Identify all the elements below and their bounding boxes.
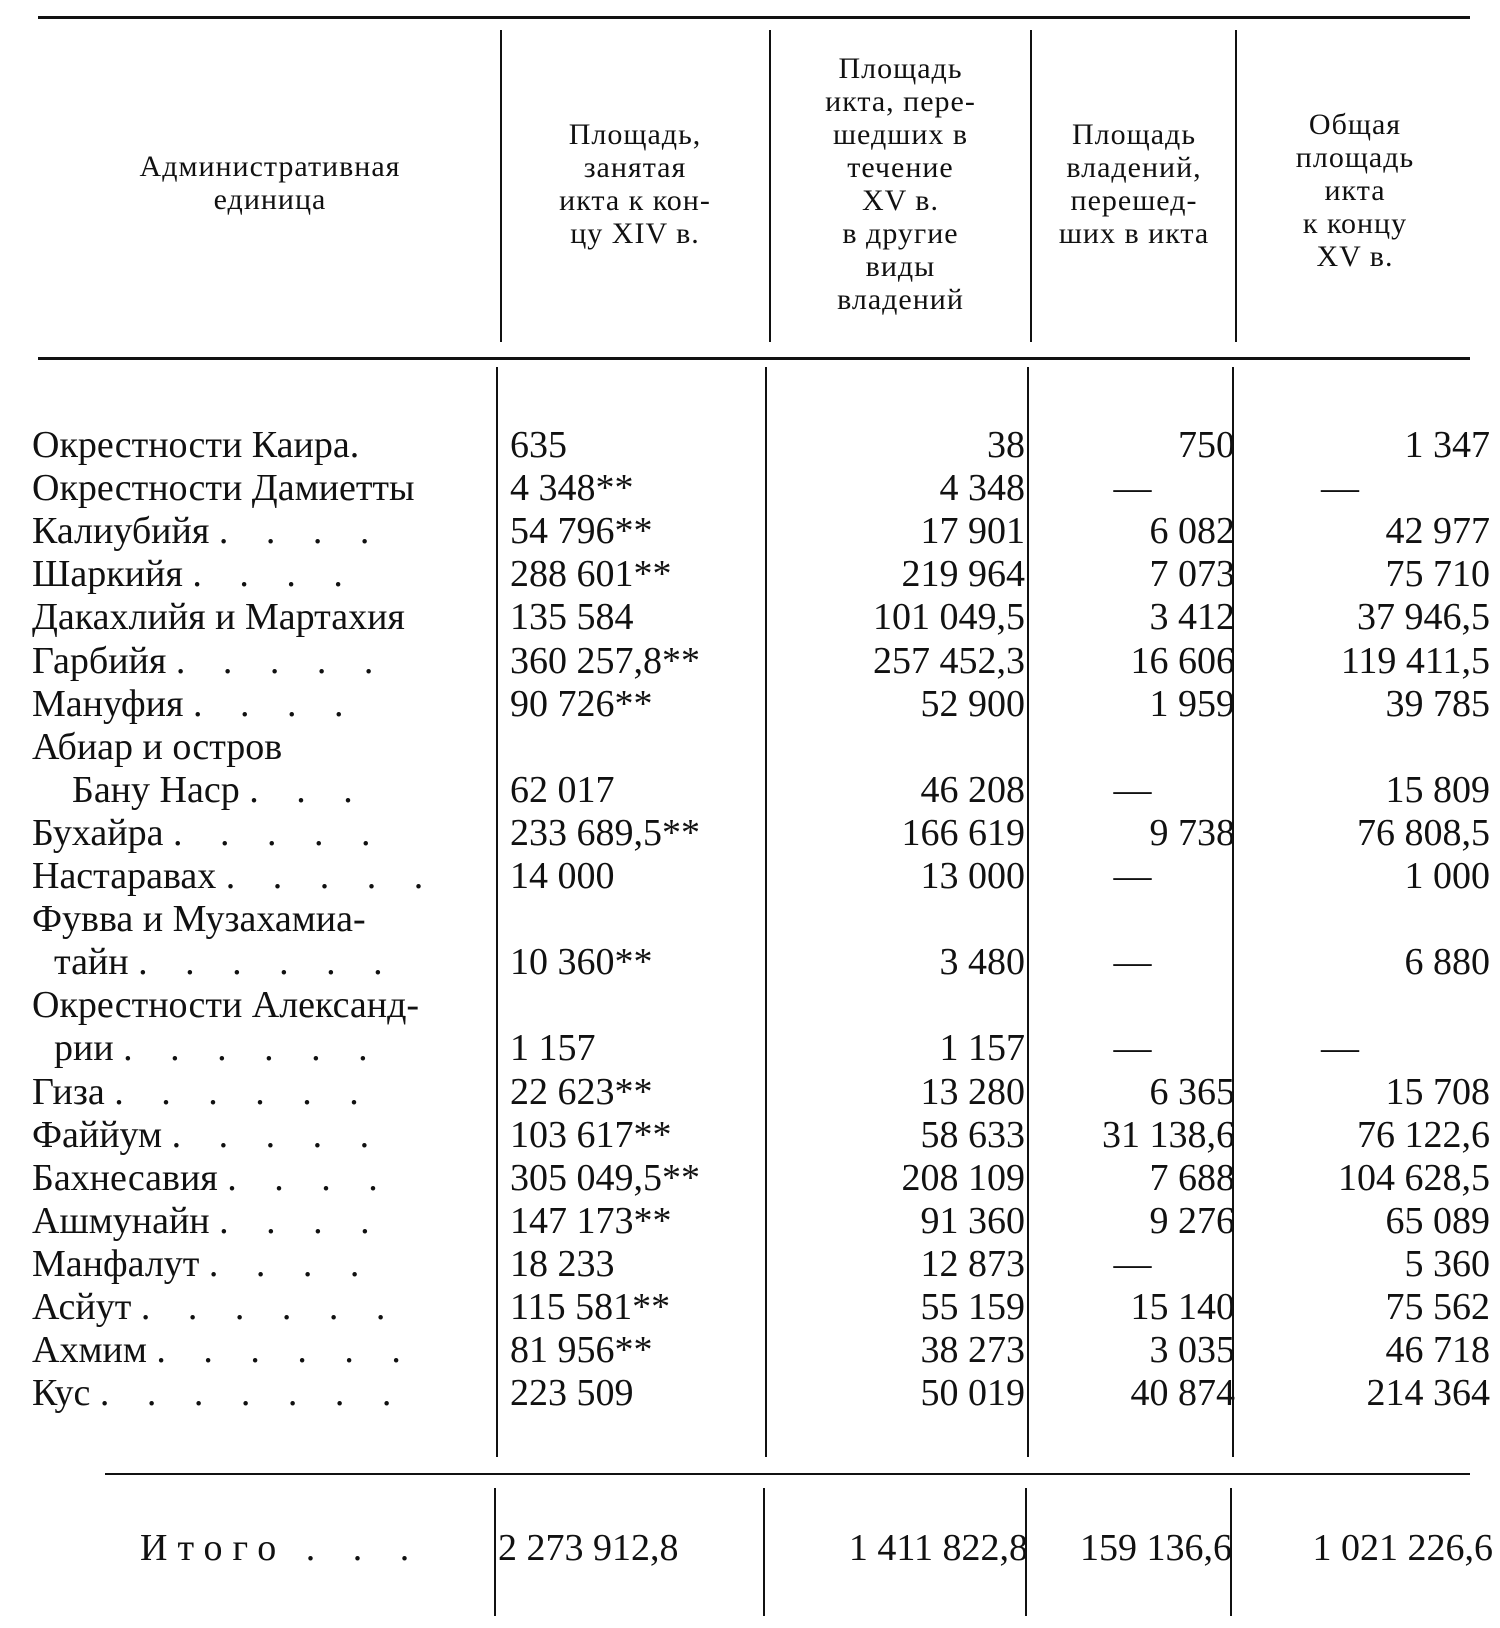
row-area-end-xiv: 90 726**: [510, 683, 653, 725]
row-area-end-xiv: 54 796**: [510, 510, 653, 552]
total-divider-1: [494, 1488, 496, 1616]
row-area-transferred-out: 3 480: [939, 941, 1025, 983]
row-area-transferred-out: 38: [987, 424, 1025, 466]
row-total-area-end-xv: —: [1321, 1027, 1359, 1069]
row-area-transferred-out: 13 000: [920, 855, 1025, 897]
table-row: [0, 941, 1500, 984]
row-area-end-xiv: 62 017: [510, 769, 615, 811]
row-total-area-end-xv: 42 977: [1385, 510, 1490, 552]
header-area-end-xiv: Площадь, занятая икта к кон- цу XIV в.: [559, 118, 711, 250]
total-area-transferred-in: 159 136,6: [1080, 1527, 1232, 1569]
row-area-end-xiv: 288 601**: [510, 553, 672, 595]
row-area-end-xiv: 115 581**: [510, 1286, 671, 1328]
top-rule: [38, 16, 1470, 19]
table-row: [0, 596, 1500, 639]
row-area-transferred-out: 46 208: [920, 769, 1025, 811]
total-area-end-xv: 1 021 226,6: [1312, 1527, 1493, 1569]
row-total-area-end-xv: 15 809: [1385, 769, 1490, 811]
table-row: [0, 553, 1500, 596]
table-row: [0, 1027, 1500, 1070]
row-area-end-xiv: 81 956**: [510, 1329, 653, 1371]
total-area-end-xiv: 2 273 912,8: [498, 1527, 679, 1569]
row-area-transferred-out: 101 049,5: [873, 596, 1025, 638]
row-area-end-xiv: 360 257,8**: [510, 640, 700, 682]
row-admin-unit: Настаравах . . . . .: [32, 855, 438, 897]
row-area-transferred-out: 257 452,3: [873, 640, 1025, 682]
row-area-end-xiv: 1 157: [510, 1027, 596, 1069]
row-area-transferred-in: 3 412: [1149, 596, 1235, 638]
row-area-end-xiv: 103 617**: [510, 1114, 672, 1156]
row-total-area-end-xv: 65 089: [1385, 1200, 1490, 1242]
row-admin-unit: Кус . . . . . . .: [32, 1372, 406, 1414]
row-admin-unit: Окрестности Дамиетты: [32, 467, 415, 509]
row-admin-unit: тайн . . . . . .: [54, 941, 397, 983]
row-total-area-end-xv: 15 708: [1385, 1071, 1490, 1113]
table-row: [0, 1329, 1500, 1372]
row-admin-unit: Манфалут . . . .: [32, 1243, 374, 1285]
total-area-transferred-out: 1 411 822,8: [848, 1527, 1028, 1569]
row-area-end-xiv: 14 000: [510, 855, 615, 897]
row-area-end-xiv: 22 623**: [510, 1071, 653, 1113]
row-area-transferred-in: —: [1113, 1243, 1152, 1285]
row-total-area-end-xv: —: [1321, 467, 1359, 509]
table-row: [0, 984, 1500, 1027]
row-admin-unit: Фувва и Музахамиа-: [32, 898, 366, 940]
table-row: [0, 898, 1500, 941]
table-row: [0, 812, 1500, 855]
row-admin-unit: рии . . . . . .: [54, 1027, 382, 1069]
header-bottom-rule: [38, 357, 1470, 360]
total-separator-rule: [105, 1473, 1470, 1475]
row-admin-unit: Абиар и остров: [32, 726, 283, 768]
row-area-end-xiv: 635: [510, 424, 567, 466]
row-area-transferred-in: 3 035: [1149, 1329, 1235, 1371]
row-area-transferred-out: 4 348: [939, 467, 1025, 509]
row-total-area-end-xv: 39 785: [1385, 683, 1490, 725]
row-total-area-end-xv: 6 880: [1404, 941, 1490, 983]
row-admin-unit: Окрестности Каира.: [32, 424, 360, 466]
row-admin-unit: Файйум . . . . .: [32, 1114, 384, 1156]
header-admin-unit: Административная единица: [139, 150, 401, 216]
row-admin-unit: Бахнесавия . . . .: [32, 1157, 392, 1199]
row-area-transferred-in: —: [1113, 855, 1152, 897]
row-admin-unit: Окрестности Александ-: [32, 984, 420, 1026]
header-area-transferred-in: Площадь владений, перешед- ших в икта: [1058, 118, 1210, 250]
row-area-end-xiv: 305 049,5**: [510, 1157, 700, 1199]
row-admin-unit: Ашмунайн . . . .: [32, 1200, 384, 1242]
total-label: Итого . . .: [140, 1527, 424, 1569]
row-admin-unit: Дакахлийя и Мартахия: [32, 596, 405, 638]
row-area-transferred-in: 750: [1178, 424, 1235, 466]
table-row: [0, 640, 1500, 683]
row-area-end-xiv: 18 233: [510, 1243, 615, 1285]
table-row: [0, 467, 1500, 510]
row-area-end-xiv: 233 689,5**: [510, 812, 700, 854]
row-area-transferred-out: 219 964: [901, 553, 1025, 595]
row-total-area-end-xv: 75 562: [1385, 1286, 1490, 1328]
row-total-area-end-xv: 119 411,5: [1340, 640, 1490, 682]
row-admin-unit: Бану Наср . . .: [72, 769, 367, 811]
row-area-transferred-out: 91 360: [920, 1200, 1025, 1242]
row-admin-unit: Гарбийя . . . . .: [32, 640, 388, 682]
row-area-transferred-in: 16 606: [1130, 640, 1235, 682]
row-area-transferred-in: —: [1113, 1027, 1152, 1069]
row-area-transferred-out: 17 901: [920, 510, 1025, 552]
table-row: [0, 1243, 1500, 1286]
row-area-transferred-out: 50 019: [920, 1372, 1025, 1414]
header-total-area-end-xv: Общая площадь икта к концу XV в.: [1295, 108, 1415, 273]
row-area-transferred-in: 7 688: [1149, 1157, 1235, 1199]
row-admin-unit: Мануфия . . . .: [32, 683, 358, 725]
table-row: [0, 1071, 1500, 1114]
row-admin-unit: Бухайра . . . . .: [32, 812, 385, 854]
row-area-transferred-in: —: [1113, 769, 1152, 811]
table-row: [0, 1200, 1500, 1243]
row-total-area-end-xv: 46 718: [1385, 1329, 1490, 1371]
row-admin-unit: Шаркийя . . . .: [32, 553, 357, 595]
row-area-transferred-in: 7 073: [1149, 553, 1235, 595]
row-area-transferred-in: —: [1113, 941, 1152, 983]
table-row: [0, 769, 1500, 812]
row-area-transferred-in: 6 365: [1149, 1071, 1235, 1113]
row-total-area-end-xv: 76 122,6: [1357, 1114, 1490, 1156]
row-area-transferred-out: 52 900: [920, 683, 1025, 725]
row-admin-unit: Калиубийя . . . .: [32, 510, 384, 552]
row-total-area-end-xv: 37 946,5: [1357, 596, 1490, 638]
row-total-area-end-xv: 76 808,5: [1357, 812, 1490, 854]
table-row: [0, 510, 1500, 553]
row-total-area-end-xv: 104 628,5: [1338, 1157, 1490, 1199]
row-area-transferred-out: 12 873: [920, 1243, 1025, 1285]
header-divider-1: [500, 30, 502, 342]
table-row: [0, 683, 1500, 726]
table-row: [0, 1286, 1500, 1329]
row-area-transferred-out: 38 273: [920, 1329, 1025, 1371]
row-area-transferred-in: 31 138,6: [1102, 1114, 1235, 1156]
row-area-transferred-out: 208 109: [901, 1157, 1025, 1199]
header-divider-4: [1235, 30, 1237, 342]
header-divider-2: [769, 30, 771, 342]
row-area-transferred-out: 166 619: [901, 812, 1025, 854]
row-area-end-xiv: 135 584: [510, 596, 634, 638]
row-area-end-xiv: 10 360**: [510, 941, 653, 983]
row-area-transferred-out: 1 157: [939, 1027, 1025, 1069]
row-area-transferred-in: 40 874: [1130, 1372, 1235, 1414]
row-area-transferred-in: —: [1113, 467, 1152, 509]
row-area-end-xiv: 147 173**: [510, 1200, 672, 1242]
table-row: [0, 424, 1500, 467]
row-admin-unit: Гиза . . . . . .: [32, 1071, 373, 1113]
table-row: [0, 1372, 1500, 1415]
header-divider-3: [1030, 30, 1032, 342]
table-row: [0, 855, 1500, 898]
row-area-transferred-in: 9 738: [1149, 812, 1235, 854]
row-admin-unit: Асйут . . . . . .: [32, 1286, 400, 1328]
row-area-transferred-in: 15 140: [1130, 1286, 1235, 1328]
row-area-transferred-in: 1 959: [1149, 683, 1235, 725]
table-row: [0, 1114, 1500, 1157]
row-admin-unit: Ахмим . . . . . .: [32, 1329, 415, 1371]
row-area-transferred-in: 6 082: [1149, 510, 1235, 552]
table-row: [0, 726, 1500, 769]
row-area-transferred-in: 9 276: [1149, 1200, 1235, 1242]
row-area-end-xiv: 223 509: [510, 1372, 634, 1414]
header-area-transferred-out: Площадь икта, пере- шедших в течение XV в. в другие виды владений: [825, 52, 976, 316]
row-total-area-end-xv: 5 360: [1404, 1243, 1490, 1285]
row-total-area-end-xv: 214 364: [1366, 1372, 1490, 1414]
total-divider-2: [763, 1488, 765, 1616]
row-total-area-end-xv: 75 710: [1385, 553, 1490, 595]
row-area-transferred-out: 55 159: [920, 1286, 1025, 1328]
row-total-area-end-xv: 1 347: [1404, 424, 1490, 466]
table-row: [0, 1157, 1500, 1200]
row-area-transferred-out: 13 280: [920, 1071, 1025, 1113]
row-area-end-xiv: 4 348**: [510, 467, 634, 509]
row-area-transferred-out: 58 633: [920, 1114, 1025, 1156]
row-total-area-end-xv: 1 000: [1404, 855, 1490, 897]
